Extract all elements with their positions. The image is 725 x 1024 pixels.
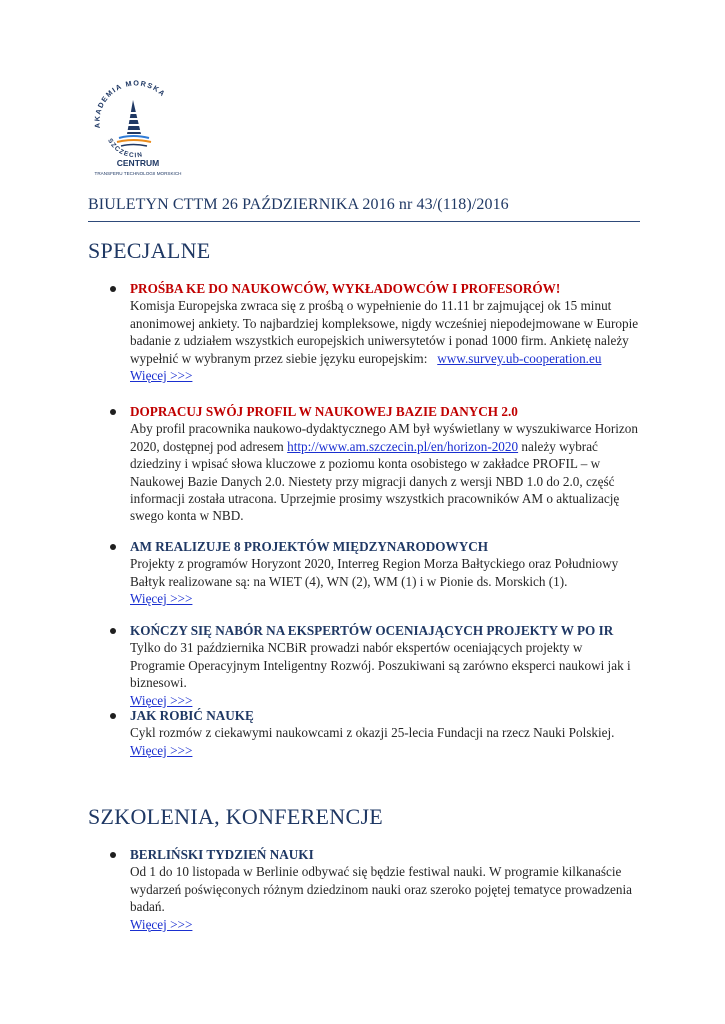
more-link[interactable]: Więcej >>> — [130, 368, 193, 384]
bullet-icon — [110, 628, 116, 634]
item-heading: JAK ROBIĆ NAUKĘ — [130, 708, 254, 723]
more-link[interactable]: Więcej >>> — [130, 742, 193, 758]
svg-text:SZCZECIN: SZCZECIN — [106, 137, 144, 160]
list-item — [130, 403, 640, 525]
list-item — [130, 846, 640, 933]
item-body: Projekty z programów Horyzont 2020, Interreg Region Morza Bałtyckiego oraz Południowy Bałtyk realizowane są: na WIET (4), WN (2), WM (1) i w Pionie ds. Morskich (1). — [130, 556, 619, 589]
bullet-icon — [110, 286, 116, 292]
section-title-szkolenia: SZKOLENIA, KONFERENCJE — [88, 804, 384, 829]
svg-text:CENTRUM: CENTRUM — [116, 158, 160, 168]
list-item — [130, 538, 640, 608]
item-heading: KOŃCZY SIĘ NABÓR NA EKSPERTÓW OCENIAJĄCYCH PROJEKTY W PO IR — [130, 623, 614, 638]
item-body: Tylko do 31 października NCBiR prowadzi nabór ekspertów oceniających projekty w Programie Operacyjnym Inteligentny Rozwój. Poszukiwani są zarówno eksperci naukowi jak i biznesowi. — [130, 640, 631, 691]
item-body: Od 1 do 10 listopada w Berlinie odbywać się będzie festiwal nauki. W programie kilkanaście wydarzeń poświęconych różnym dziedzinom nauki oraz szeroko pojętej tematyce prowadzenia badań. — [130, 864, 633, 915]
more-link[interactable]: Więcej >>> — [130, 916, 193, 932]
item-heading: BERLIŃSKI TYDZIEŃ NAUKI — [130, 847, 314, 862]
list-item — [130, 280, 640, 384]
bullet-icon — [110, 409, 116, 415]
bullet-icon — [110, 852, 116, 858]
svg-text:TRANSFERU TECHNOLOGII MORSKICH: TRANSFERU TECHNOLOGII MORSKICH — [94, 171, 182, 176]
item-body: Komisja Europejska zwraca się z prośbą o wypełnienie do 11.11 br zajmującej ok 15 minut anonimowej ankiety. To najbardziej kompleksowe, nigdy wcześniej niepodejmowane w Europie badanie z udziałem wszystkich europejskich uniwersytetów i ponad 1000 firm. Ankietę należy wypełnić w wybranym przez siebie języku europejskim: www.survey.ub-cooperation.eu — [130, 298, 639, 366]
cttm-logo — [88, 78, 188, 180]
more-link[interactable]: Więcej >>> — [130, 591, 193, 607]
item-body: Aby profil pracownika naukowo-dydaktycznego AM był wyświetlany w wyszukiwarce Horizon 2020, dostępnej pod adresem http://www.am.szczecin.pl/en/horizon-2020 należy wybrać dziedziny i wpisać słowa kluczowe z poziomu konta osobistego w zakładce PROFIL – w Naukowej Bazie Danych 2.0. Niestety przy migracji danych z wersji NBD 1.0 do 2.0, część informacji została utracona. Uprzejmie prosimy wszystkich pracowników AM o aktualizację swego konta w NBD. — [130, 421, 638, 524]
list-item — [130, 707, 640, 759]
item-body: Cykl rozmów z ciekawymi naukowcami z okazji 25-lecia Fundacji na rzecz Nauki Polskiej. — [130, 725, 615, 741]
bullet-icon — [110, 713, 116, 719]
survey-link[interactable]: www.survey.ub-cooperation.eu — [437, 350, 602, 366]
section-title-specjalne: SPECJALNE — [88, 238, 211, 263]
horizon-link[interactable]: http://www.am.szczecin.pl/en/horizon-2020 — [287, 438, 519, 454]
more-link[interactable]: Więcej >>> — [130, 692, 193, 708]
list-item — [130, 622, 640, 709]
bulletin-title: BIULETYN CTTM 26 PAŹDZIERNIKA 2016 nr 43/(118)/2016 — [88, 196, 640, 222]
bullet-icon — [110, 544, 116, 550]
svg-text:AKADEMIA MORSKA: AKADEMIA MORSKA — [92, 78, 168, 129]
item-heading: PROŚBA KE DO NAUKOWCÓW, WYKŁADOWCÓW I PROFESORÓW! — [130, 281, 561, 296]
item-heading: DOPRACUJ SWÓJ PROFIL W NAUKOWEJ BAZIE DANYCH 2.0 — [130, 404, 518, 419]
item-heading: AM REALIZUJE 8 PROJEKTÓW MIĘDZYNARODOWYCH — [130, 539, 489, 554]
